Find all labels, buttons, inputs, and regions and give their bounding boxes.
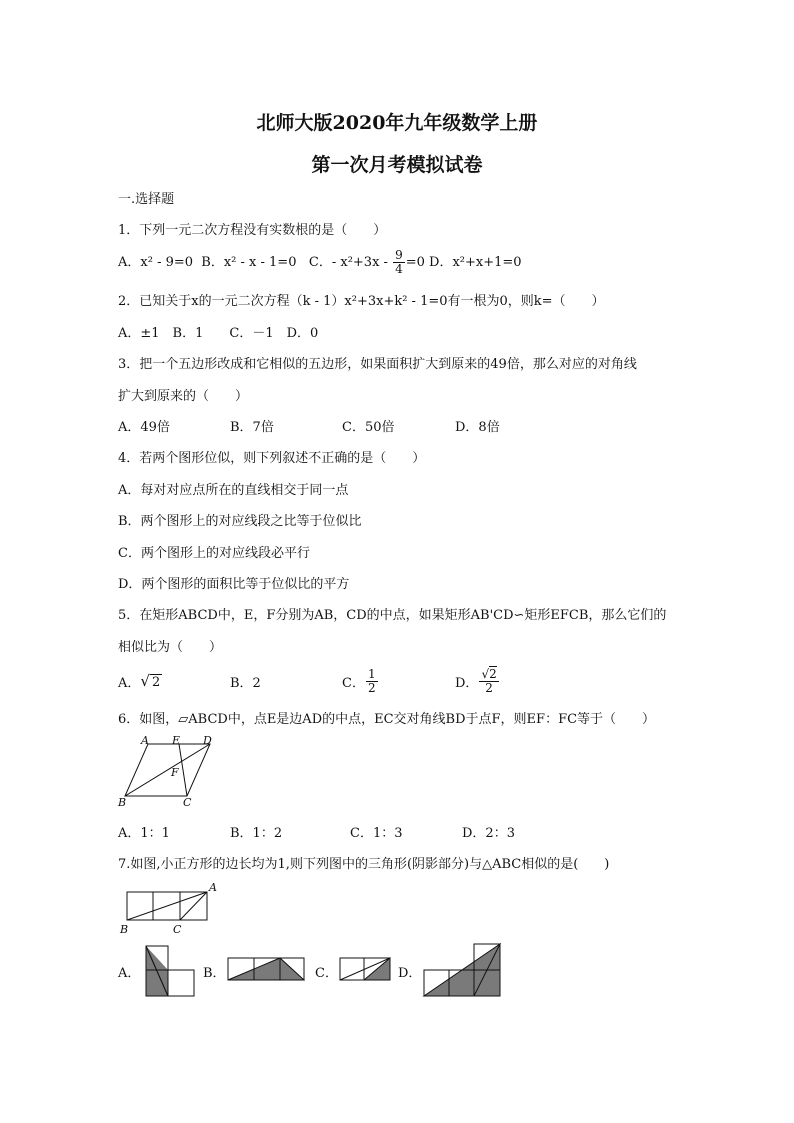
q7-stem: 7.如图,小正方形的边长均为1,则下列图中的三角形(阴影部分)与△ABC相似的是( )	[118, 857, 610, 872]
q6-stem: 6．如图，▱ABCD中，点E是边AD的中点，EC交对角线BD于点F，则EF：FC等于（ ）	[118, 712, 656, 727]
label-a: A	[141, 736, 149, 747]
label-c: C	[183, 796, 192, 808]
q7-option-c-figure	[336, 954, 394, 984]
grid-cell	[168, 970, 194, 996]
q2-options: A．±1 B．1 C．－1 D．0	[118, 326, 319, 341]
q3-option-d: D．8倍	[455, 420, 500, 435]
q7-option-a-figure	[142, 942, 198, 998]
q3-option-a: A．49倍	[118, 420, 170, 435]
radicand: 2	[489, 666, 497, 681]
diagonal-bd	[125, 744, 210, 796]
fraction-denominator: 2	[367, 680, 376, 695]
q1-option-c-fraction	[393, 249, 405, 276]
q4-option-a: A．每对对应点所在的直线相交于同一点	[118, 483, 349, 498]
fraction-denominator: 4	[395, 262, 403, 276]
q7-reference-triangle-figure	[115, 880, 225, 938]
q5-option-a-label: A．	[118, 675, 141, 691]
q6-option-a: A．1：1	[118, 826, 170, 841]
label-e: E	[172, 736, 181, 747]
q3-stem-line2: 扩大到原来的（ ）	[118, 389, 249, 404]
radicand: 2	[151, 675, 161, 690]
q3-option-c: C．50倍	[342, 420, 395, 435]
sqrt-sign: √	[481, 666, 490, 681]
q1-option-a: A．x² - 9=0	[118, 255, 194, 270]
q6-option-c: C．1：3	[350, 826, 403, 841]
q4-option-c: C．两个图形上的对应线段必平行	[118, 546, 310, 561]
q7-option-d-label: D．	[398, 966, 422, 981]
q4-option-b: B．两个图形上的对应线段之比等于位似比	[118, 514, 362, 529]
q5-option-d	[455, 663, 500, 699]
q5-option-a	[118, 663, 162, 699]
label-c: C	[173, 923, 182, 936]
q7-option-b-label: B．	[203, 966, 226, 981]
fraction-numerator: 9	[395, 248, 403, 262]
segment-ec	[179, 744, 187, 796]
label-d: D	[203, 736, 212, 747]
q1-option-c-suffix: =0	[405, 255, 425, 270]
q2-stem: 2．已知关于x的一元二次方程（k - 1）x²+3x+k² - 1=0有一根为0，则k=（ ）	[118, 294, 605, 309]
label-b: B	[120, 923, 129, 936]
triangle-side-ba	[127, 892, 207, 920]
q5-option-b: B．2	[230, 675, 261, 691]
q7-option-c-label: C．	[315, 966, 338, 981]
document-title: 北师大版2020年九年级数学上册	[256, 112, 538, 134]
q1-stem: 1．下列一元二次方程没有实数根的是（ ）	[118, 223, 387, 238]
fraction-numerator: 1	[367, 666, 376, 681]
q5-option-c	[342, 663, 379, 699]
q7-option-b-figure	[224, 954, 308, 984]
q6-parallelogram-figure	[115, 736, 225, 808]
q5-option-c-fraction	[366, 668, 378, 695]
q4-option-d: D．两个图形的面积比等于位似比的平方	[118, 577, 350, 592]
q3-stem-line1: 3．把一个五边形改成和它相似的五边形，如果面积扩大到原来的49倍，那么对应的对角线	[118, 357, 637, 372]
q5-stem-line2: 相似比为（ ）	[118, 640, 223, 655]
section-heading: 一.选择题	[118, 192, 175, 207]
fraction-numerator	[479, 668, 498, 682]
q4-stem: 4．若两个图形位似，则下列叙述不正确的是（ ）	[118, 451, 426, 466]
q7-option-a-label: A．	[118, 966, 141, 981]
label-f: F	[171, 766, 179, 779]
label-b: B	[118, 796, 127, 808]
q7-option-d-figure	[420, 940, 504, 1000]
sqrt-expression	[140, 672, 162, 690]
q3-option-b: B．7倍	[230, 420, 274, 435]
shaded-triangle	[364, 958, 390, 980]
q5-option-d-label: D．	[455, 675, 479, 691]
shaded-triangle	[228, 958, 304, 980]
fraction-denominator: 2	[485, 680, 493, 695]
q5-option-c-label: C．	[342, 675, 365, 691]
q1-option-b: B．x² - x - 1=0	[201, 255, 297, 270]
q1-options	[118, 249, 522, 277]
q1-option-d: D．x²+x+1=0	[429, 255, 522, 270]
q1-option-c-prefix: C．- x²+3x -	[308, 255, 388, 270]
document-subtitle: 第一次月考模拟试卷	[311, 154, 483, 176]
q6-option-d: D．2：3	[462, 826, 515, 841]
label-a: A	[209, 881, 217, 894]
q5-option-d-fraction	[479, 668, 498, 695]
q5-stem-line1: 5．在矩形ABCD中，E，F分别为AB，CD的中点，如果矩形AB'CD∽矩形EFCB，那么它们的	[118, 608, 667, 623]
sqrt-sign: √	[140, 672, 150, 690]
q6-option-b: B．1：2	[230, 826, 283, 841]
